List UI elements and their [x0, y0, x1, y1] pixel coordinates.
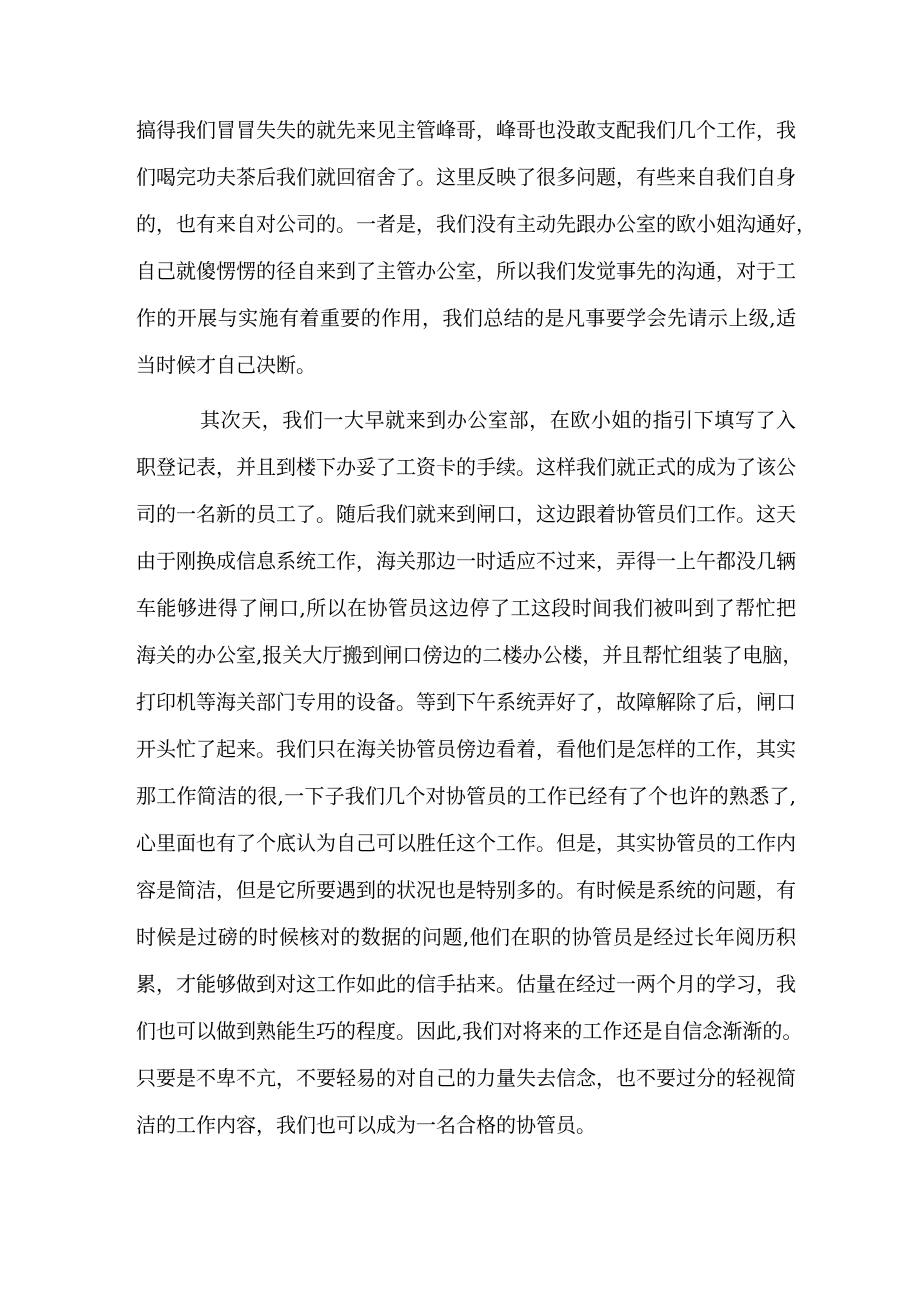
text-line: 车能够进得了闸口,所以在协管员这边停了工这段时间我们被叫到了帮忙把 — [136, 596, 796, 620]
text-line: 时候是过磅的时候核对的数据的问题,他们在职的协管员是经过长年阅历积 — [136, 925, 796, 949]
text-line: 开头忙了起来。我们只在海关协管员傍边看着，看他们是怎样的工作，其实 — [136, 737, 796, 761]
text-line: 心里面也有了个底认为自己可以胜任这个工作。但是，其实协管员的工作内 — [136, 831, 796, 855]
paragraph-1 — [136, 107, 816, 389]
text-line: 只要是不卑不亢，不要轻易的对自己的力量失去信念，也不要过分的轻视简 — [136, 1066, 796, 1090]
text-line: 洁的工作内容，我们也可以成为一名合格的协管员。 — [136, 1113, 596, 1137]
text-line: 的，也有来自对公司的。一者是，我们没有主动先跟办公室的欧小姐沟通好， — [136, 212, 816, 236]
text-line: 们也可以做到熟能生巧的程度。因此,我们对将来的工作还是自信念渐渐的。 — [136, 1019, 803, 1043]
text-line: 打印机等海关部门专用的设备。等到下午系统弄好了，故障解除了后，闸口 — [136, 690, 796, 714]
text-line: 累，才能够做到对这工作如此的信手拈来。估量在经过一两个月的学习，我 — [136, 972, 796, 996]
text-line: 搞得我们冒冒失失的就先来见主管峰哥，峰哥也没敢支配我们几个工作，我 — [136, 118, 796, 142]
text-line: 那工作简洁的很,一下子我们几个对协管员的工作已经有了个也许的熟悉了, — [136, 784, 796, 808]
text-line: 由于刚换成信息系统工作，海关那边一时适应不过来，弄得一上午都没几辆 — [136, 549, 796, 573]
text-line: 当时候才自己决断。 — [136, 353, 316, 377]
text-line: 容是简洁，但是它所要遇到的状况也是特别多的。有时候是系统的问题，有 — [136, 878, 796, 902]
text-line: 们喝完功夫茶后我们就回宿舍了。这里反映了很多问题，有些来自我们自身 — [136, 165, 796, 189]
paragraph-2 — [136, 397, 803, 1149]
text-line: 职登记表，并且到楼下办妥了工资卡的手续。这样我们就正式的成为了该公 — [136, 455, 796, 479]
text-line: 作的开展与实施有着重要的作用，我们总结的是凡事要学会先请示上级,适 — [136, 306, 796, 330]
text-line: 司的一名新的员工了。随后我们就来到闸口，这边跟着协管员们工作。这天 — [136, 502, 796, 526]
text-line: 海关的办公室,报关大厅搬到闸口傍边的二楼办公楼，并且帮忙组装了电脑， — [136, 643, 803, 667]
text-line: 自己就傻愣愣的径自来到了主管办公室，所以我们发觉事先的沟通，对于工 — [136, 259, 796, 283]
text-line: 其次天，我们一大早就来到办公室部，在欧小姐的指引下填写了入 — [200, 408, 796, 432]
